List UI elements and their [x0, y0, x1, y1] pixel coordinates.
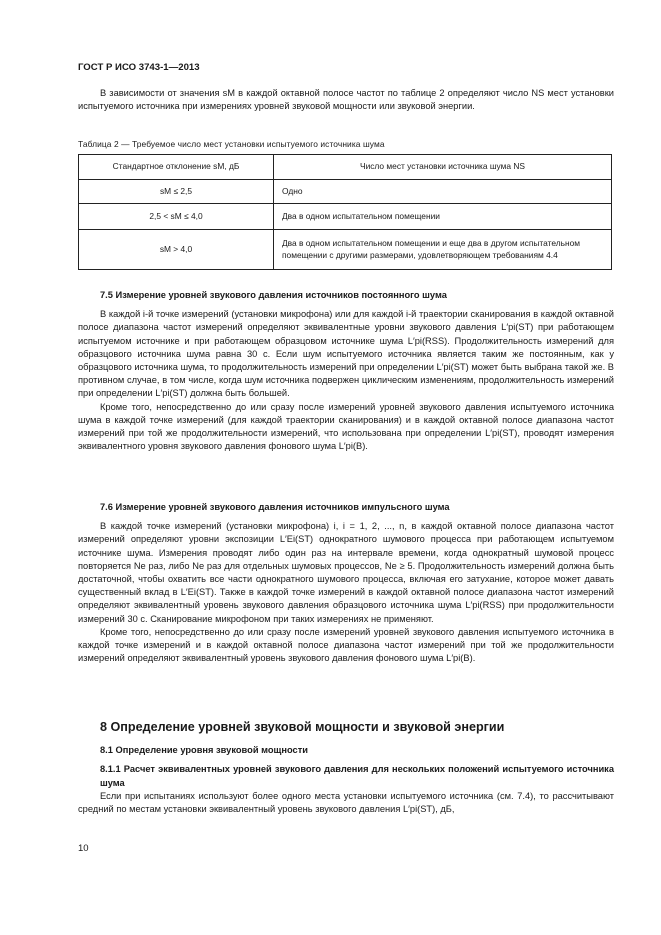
paragraph: Кроме того, непосредственно до или сразу после измерений уровней звукового давления испытуемого источника в каждой точке измерений и в каждой октавной полосе диапазона частот измерений при той же продолжительности измерений определяют эквивалентный уровень звукового давления фонового шума L′pi(B).	[78, 626, 614, 664]
table-col1-header: Стандартное отклонение sM, дБ	[79, 155, 274, 180]
paragraph: В каждой точке измерений (установки микрофона) i, i = 1, 2, ..., n, в каждой октавной полосе диапазона частот измерений определяют уровни экспозиции L′Ei(ST) однократного шумового процесса при работающем испытуемом источнике шума. Измерения проводят либо один раз на интервале времени, когда однократный шумовой процесс повторяется Ne раз, либо Ne раз для отдельных шумовых процессов, Ne ≥ 5. Продолжительность измерений должна быть достаточной, чтобы охватить все части однократного шумового процесса, включая его затухание, которое может давать существенный вклад в L′Ei(ST). Также в каждой точке измерений в каждой октавной полосе диапазона частот измерений определяют эквивалентный уровень звукового давления образцового источника шума L′pi(RSS) при продолжительности измерений 30 с. Сканирование микрофоном при таких измерениях не применяют.	[78, 521, 614, 624]
table-header-row	[79, 155, 612, 180]
paragraph: Кроме того, непосредственно до или сразу после измерений уровней звукового давления испытуемого источника шума в каждой точке измерений (для каждой траектории сканирования) и в каждой октавной полосе диапазона частот измерений при той же продолжительности измерений, что использована при определении L′pi(ST), проводят измерения эквивалентного уровня звукового давления фонового шума L′pi(B).	[78, 401, 614, 452]
page-number: 10	[78, 843, 89, 854]
paragraph: Если при испытаниях используют более одного места установки испытуемого источника (см. 7.4), то рассчитывают средний по местам установки эквивалентный уровень звукового давления L′pi(ST), дБ,	[78, 790, 614, 815]
section-7-5	[78, 289, 614, 453]
table-condition: sM ≤ 2,5	[79, 180, 274, 204]
table-condition: 2,5 < sM ≤ 4,0	[79, 204, 274, 230]
table-condition: sM > 4,0	[79, 230, 274, 270]
subsection-heading: 8.1 Определение уровня звуковой мощности	[100, 745, 308, 756]
section-8	[78, 721, 614, 816]
chapter-heading: 8 Определение уровней звуковой мощности и звуковой энергии	[100, 720, 505, 734]
paragraph: В каждой i-й точке измерений (установки микрофона) или для каждой i-й траектории сканирования в каждой октавной полосе диапазона частот измерений определяют эквивалентные уровни звукового давления L′pi(ST) при работающем испытуемом источнике и при работающем образцовом источнике шума L′pi(RSS). Продолжительность измерений для образцового источника шума равна 30 с. Если шум испытуемого источника является таким же постоянным, как у образцового источника шума, то продолжительность измерений при определении L′pi(ST) может быть выбрана такой же. В противном случае, в том числе, когда шум источника подвержен циклическим изменениям, продолжительность измерений при определении L′pi(ST) должна быть большей.	[78, 309, 614, 399]
table-value: Два в одном испытательном помещении	[274, 204, 612, 230]
table-value: Два в одном испытательном помещении и еще два в другом испытательном помещении с другими размерами, удовлетворяющем требованиям 4.4	[274, 230, 612, 270]
table-row	[79, 180, 612, 204]
section-heading: 7.6 Измерение уровней звукового давления источников импульсного шума	[100, 502, 450, 512]
table-row	[79, 230, 612, 270]
sources-table	[78, 154, 612, 270]
section-heading: 7.5 Измерение уровней звукового давления источников постоянного шума	[100, 290, 447, 300]
table-row	[79, 204, 612, 230]
table-col2-header: Число мест установки источника шума NS	[274, 155, 612, 180]
intro-paragraph: В зависимости от значения sM в каждой октавной полосе частот по таблице 2 определяют число NS мест установки испытуемого источника при измерениях уровней звуковой мощности или звуковой энергии.	[78, 88, 614, 112]
subsection-heading: 8.1.1 Расчет эквивалентных уровней звукового давления для нескольких положений испытуемого источника шума	[100, 764, 614, 788]
document-header: ГОСТ Р ИСО 3743-1—2013	[78, 62, 200, 73]
table-value: Одно	[274, 180, 612, 204]
section-7-6	[78, 501, 614, 665]
table-caption: Таблица 2 — Требуемое число мест установки испытуемого источника шума	[78, 139, 385, 149]
